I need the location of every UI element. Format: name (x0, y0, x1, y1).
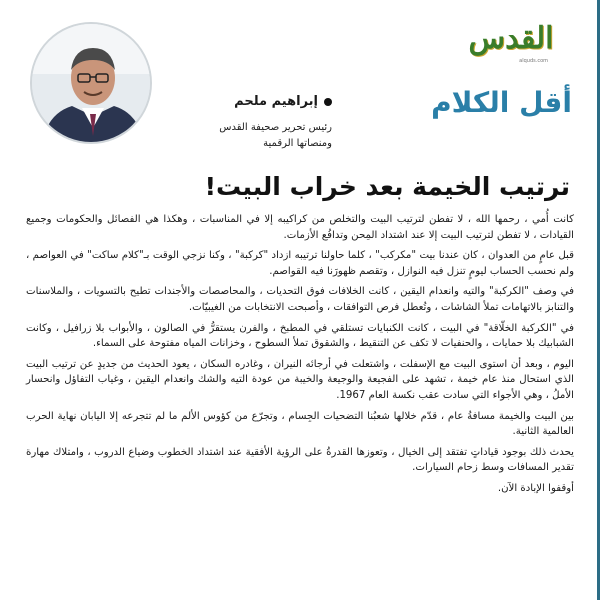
author-role-line-1: رئيس تحرير صحيفة القدس (219, 122, 332, 133)
author-portrait-icon (32, 24, 152, 144)
author-role-line-2: ومنصاتها الرقمية (263, 138, 332, 149)
logo-subtext: alquds.com (519, 58, 548, 64)
bullet-dot-icon (324, 98, 332, 106)
newspaper-logo (456, 16, 566, 60)
article-paragraph: بين البيت والخيمة مسافةُ عام ، قدّم خلالها شعبُنا التضحيات الجِسام ، وتجرّع من كؤوس الألم ما لم تتجرعه إلا اليابان نهاية الحرب العالمية الثانية. (26, 410, 574, 438)
article-paragraph: قبل عامٍ من العدوان ، كان عندنا بيت "مكركب" ، كلما حاولنا ترتيبه ازداد "كركبة" ، وكنا نزجي الوقت بـ"كلام ساكت" في العواصم ، ولم نحسب الحساب ليومٍ تنزل فيه النوازل ، وتقصم ظهورَنا فيه القواصم. (26, 250, 574, 277)
author-name-text: إبراهيم ملحم (234, 94, 318, 109)
article-paragraph: في "الكركبة الخلّاقة" في البيت ، كانت الكنبايات تستلقي في المطبخ ، والفرن يستقرُّ في الصالون ، والأبواب بلا زرافيل ، وكانت الشبابيك بلا حمايات ، والحنفيات لا تكف عن التنقيط ، والشقوق تملأ السطوح ، وخزانات المياه مفتوحة على السماء. (26, 322, 574, 350)
author-role (162, 120, 332, 152)
article-paragraph: اليوم ، وبعد أن استوى البيت مع الإسفلت ، واشتعلت في أرجائه النيران ، وغادره السكان ، يعود الحديث من جديدٍ عن ترتيب البيت الذي استحال منذ عام خيمة ، تشهد على الفجيعة والوجيعة والخيبة من عودة التيه والشك وانعدام اليقين ، وغياب التفاؤل وانحسار الأملُ ، وهي الأجواء التي سادت عقب نكسة العام 1967. (26, 358, 574, 401)
article-paragraph: أوقفوا الإبادة الآن. (497, 482, 574, 494)
column-title: أقل الكلام (431, 86, 572, 119)
article-body (26, 212, 574, 592)
article-paragraph: في وصف "الكركبة" والتيه وانعدام اليقين ، كانت الخلافات فوق التحديات ، والمحاصصات والأجندات تطيح بالتسويات ، والملاسنات والتنابز بالاتهامات تملأ الشاشات ، وتُعطل فرص التوافقات ، وأصبحت الانتخابات من الغيبيّات. (26, 286, 574, 313)
author-photo (30, 22, 152, 144)
article-headline: ترتيب الخيمة بعد خراب البيت! (204, 172, 570, 201)
author-name (162, 94, 332, 109)
article-paragraph: كانت أُمي ، رحمها الله ، لا تفطن لترتيب البيت والتخلص من كراكيبه إلا في المناسبات ، وهكذا هي الفصائل والحكومات وجميع القيادات ، لا تفطن لترتيب البيت إلا عند اشتداد المِحن وتدافُع الأزمات. (26, 214, 574, 241)
article-header (0, 0, 600, 165)
logo-text: القدس (468, 20, 554, 56)
article-paragraph: يحدث ذلك بوجود قياداتٍ تفتقد إلى الخيال ، وتعوزها القدرةُ على الرؤية الأفقية عند اشتداد الخطوب وضياع الدروب ، وامتلاك مهارة تقدير المسافات وسط زحام السيارات. (26, 446, 574, 474)
